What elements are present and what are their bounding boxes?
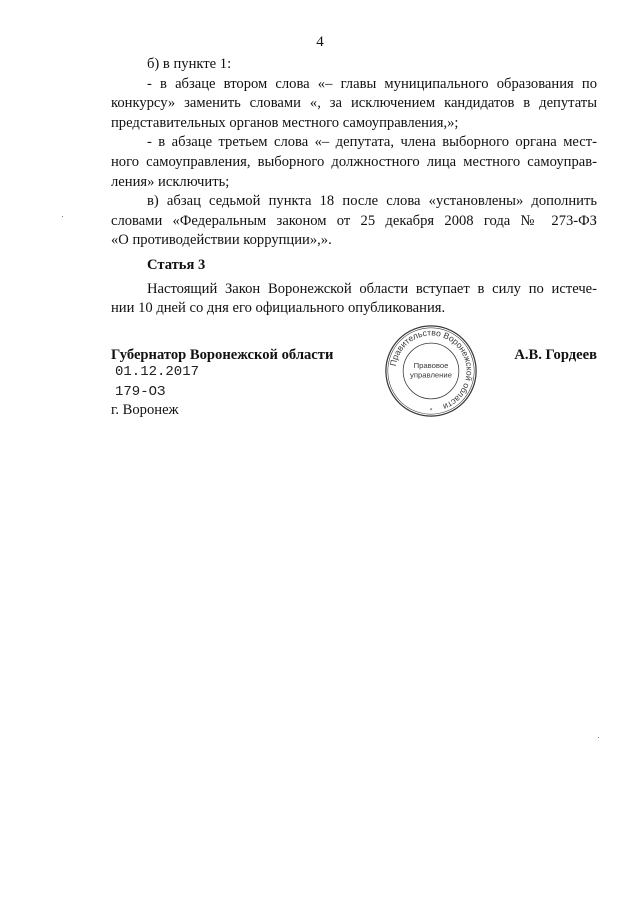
stamp-ring-text: Правительство Воронежской области — [387, 327, 475, 413]
paragraph-3 — [111, 192, 597, 251]
stamp-star-icon: * — [429, 407, 433, 415]
signatory-title: Губернатор Воронежской области — [111, 347, 334, 363]
law-number: 179-ОЗ — [115, 384, 166, 400]
scan-speck — [62, 216, 63, 217]
paragraph-3-line-3: «О противодействии коррупции»,». — [111, 232, 332, 249]
scan-speck — [598, 737, 599, 738]
paragraph-1-line-1: - в абзаце втором слова «– главы муниципального образования по — [147, 75, 597, 92]
paragraph-2-line-1: - в абзаце третьем слова «– депутата, члена выборного органа мест- — [147, 134, 597, 151]
paragraph-2 — [111, 133, 597, 192]
paragraph-2-line-3: ления» исключить; — [111, 173, 230, 190]
paragraph-1-line-3: представительных органов местного самоуправления,»; — [111, 114, 459, 131]
paragraph-2-line-2: ного самоуправления, выборного должностного лица местного самоуправ- — [111, 153, 597, 170]
stamp-center-line-2: управление — [410, 370, 452, 380]
paragraph-4-line-1: Настоящий Закон Воронежской области вступает в силу по истече- — [147, 280, 597, 297]
signing-city: г. Воронеж — [111, 402, 179, 418]
paragraph-3-line-2: словами «Федеральным законом от 25 декабря 2008 года № 273-ФЗ — [111, 212, 597, 229]
paragraph-4 — [111, 280, 597, 319]
paragraph-1 — [111, 75, 597, 134]
paragraph-1-line-2: конкурсу» заменить словами «, за исключением кандидатов в депутаты — [111, 95, 597, 112]
page-number: 4 — [316, 34, 324, 50]
law-date: 01.12.2017 — [115, 364, 200, 380]
document-body — [111, 55, 597, 319]
paragraph-4-line-2: нии 10 дней со дня его официального опубликования. — [111, 300, 446, 317]
stamp-center-line-1: Правовое — [413, 361, 449, 371]
paragraph-3-line-1: в) абзац седьмой пункта 18 после слова «установлены» дополнить — [147, 193, 597, 210]
signatory-name: А.В. Гордеев — [514, 347, 597, 363]
article-heading: Статья 3 — [147, 256, 206, 273]
item-b-line: б) в пункте 1: — [147, 56, 232, 72]
official-stamp — [383, 323, 479, 419]
